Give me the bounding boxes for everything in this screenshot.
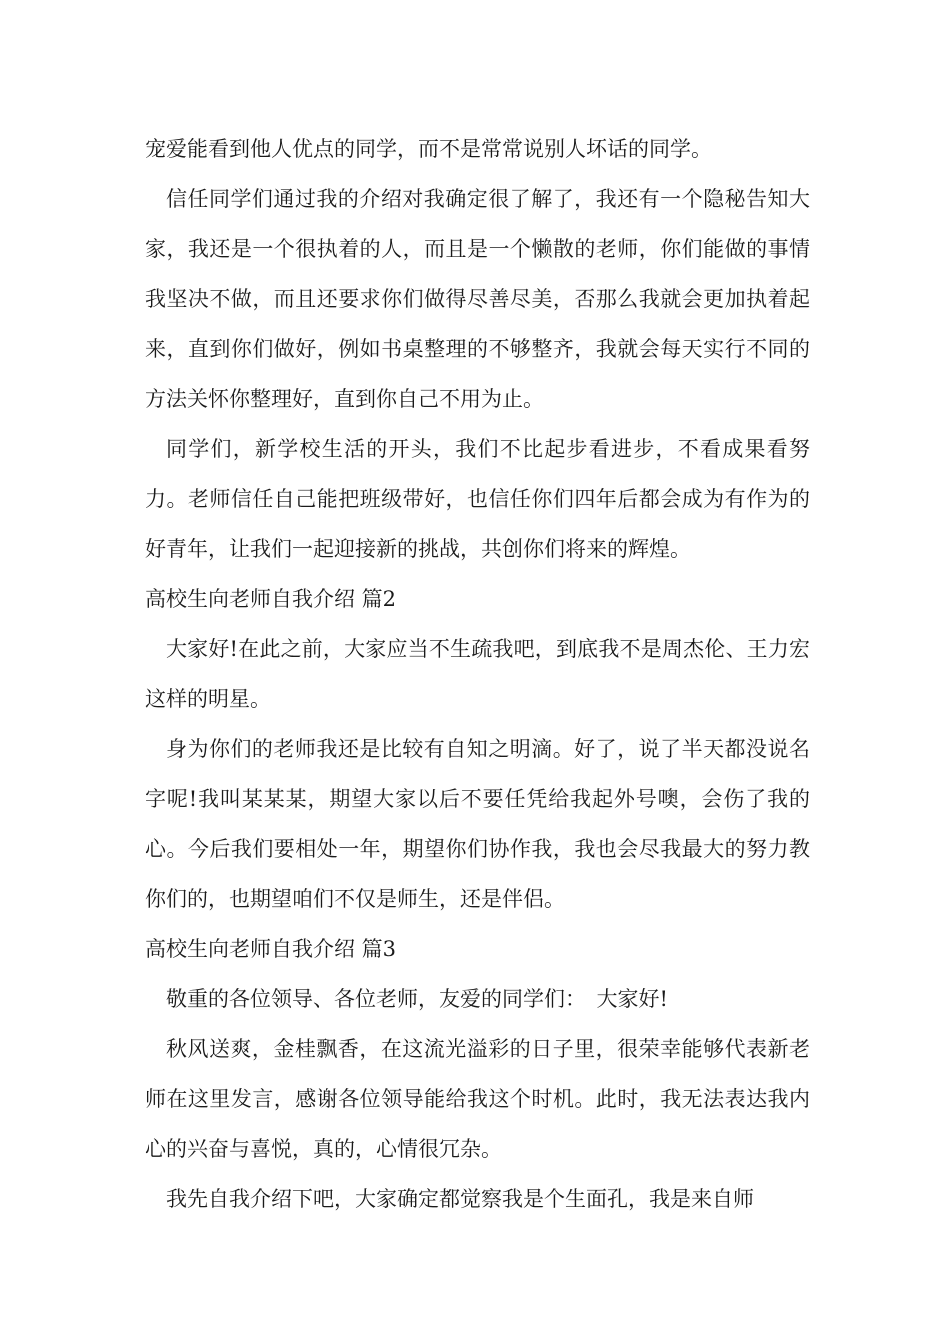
section-heading-3: 高校生向老师自我介绍 篇3 — [145, 937, 397, 961]
paragraph-2: 信任同学们通过我的介绍对我确定很了解了，我还有一个隐秘告知大家，我还是一个很执着的人，而且是一个懒散的老师，你们能做的事情我坚决不做，而且还要求你们做得尽善尽美，否那么我就会更加执着起来，直到你们做好，例如书桌整理的不够整齐，我就会每天实行不同的方法关怀你整理好，直到你自己不用为止。 — [145, 187, 810, 411]
paragraph-8: 我先自我介绍下吧，大家确定都觉察我是个生面孔，我是来自师 — [166, 1187, 754, 1211]
paragraph-7: 秋风送爽，金桂飘香，在这流光溢彩的日子里，很荣幸能够代表新老师在这里发言，感谢各位领导能给我这个时机。此时，我无法表达我内心的兴奋与喜悦，真的，心情很冗杂。 — [145, 1037, 810, 1161]
paragraph-1: 宠爱能看到他人优点的同学，而不是常常说别人坏话的同学。 — [145, 137, 712, 161]
paragraph-5: 身为你们的老师我还是比较有自知之明滴。好了，说了半天都没说名字呢!我叫某某某，期望大家以后不要任凭给我起外号噢，会伤了我的心。今后我们要相处一年，期望你们协作我，我也会尽我最大的努力教你们的，也期望咱们不仅是师生，还是伴侣。 — [145, 737, 810, 911]
document-page — [145, 124, 810, 1224]
section-heading-2: 高校生向老师自我介绍 篇2 — [145, 587, 397, 611]
paragraph-6: 敬重的各位领导、各位老师，友爱的同学们： 大家好! — [166, 987, 668, 1011]
paragraph-3: 同学们，新学校生活的开头，我们不比起步看进步，不看成果看努力。老师信任自己能把班级带好，也信任你们四年后都会成为有作为的好青年，让我们一起迎接新的挑战，共创你们将来的辉煌。 — [145, 437, 810, 561]
paragraph-4: 大家好!在此之前，大家应当不生疏我吧，到底我不是周杰伦、王力宏这样的明星。 — [145, 637, 810, 711]
